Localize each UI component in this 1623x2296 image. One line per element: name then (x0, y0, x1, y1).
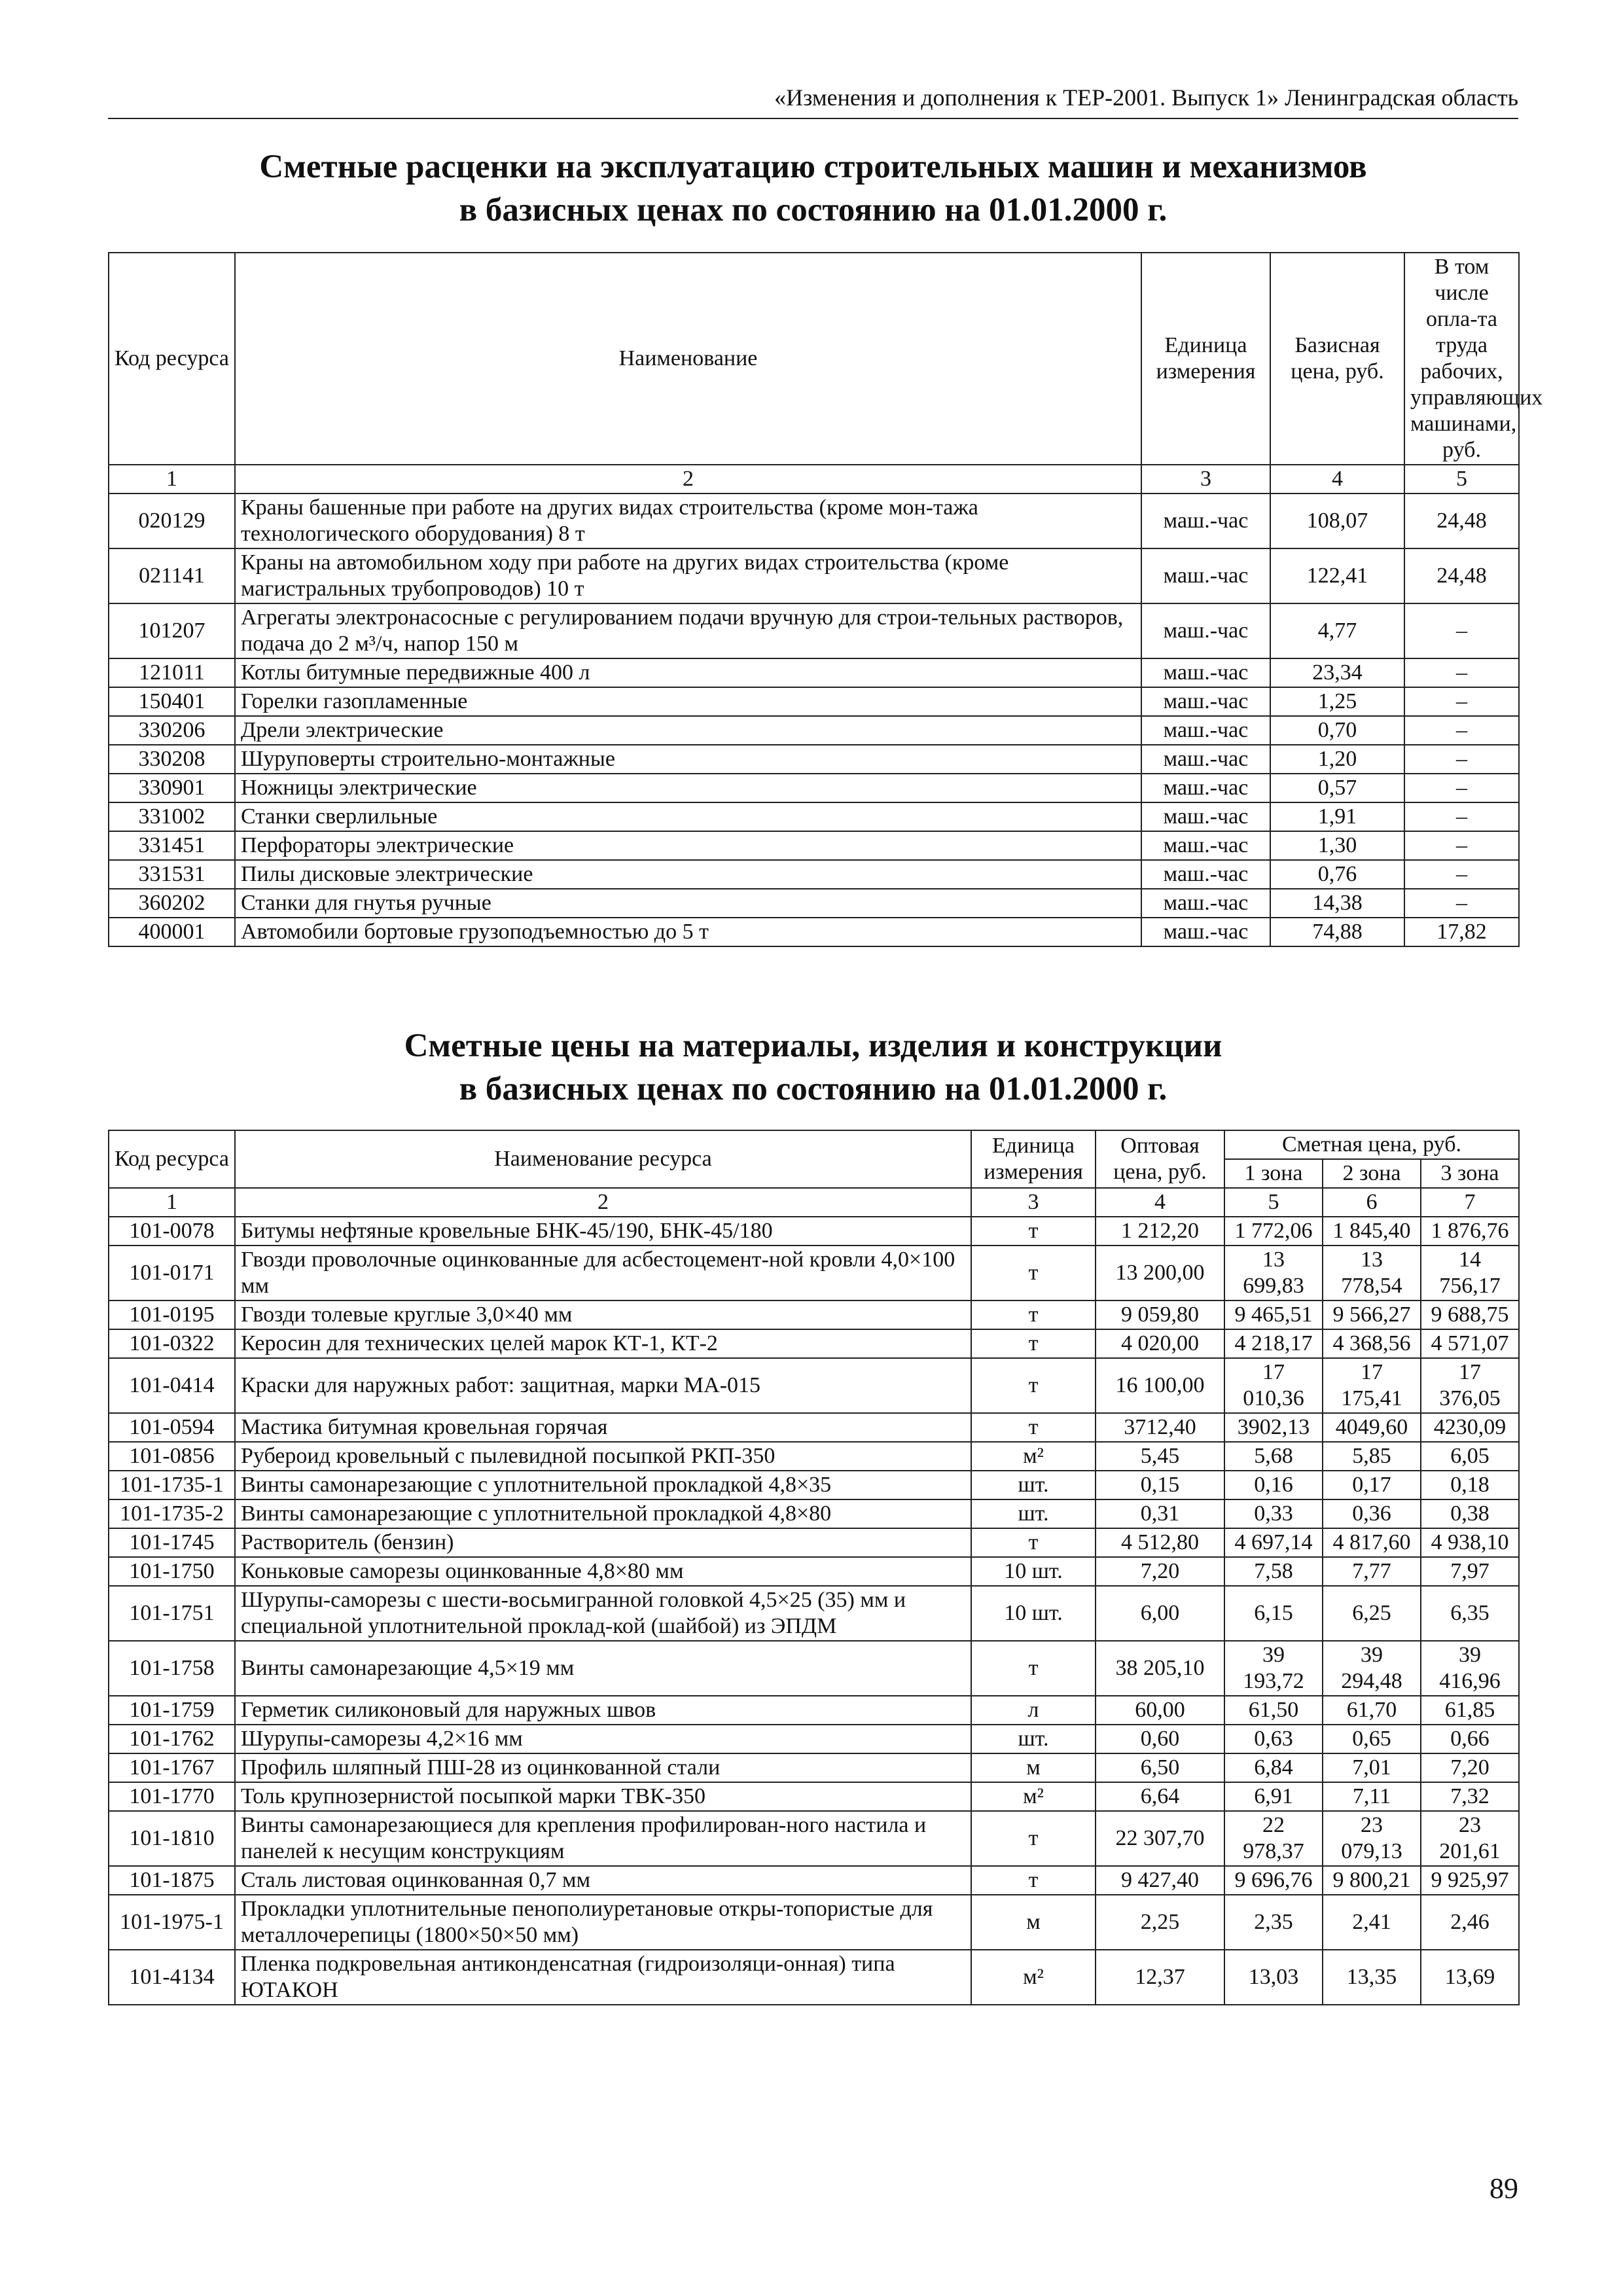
cell-name: Шуруповерты строительно-монтажные (235, 745, 1141, 774)
cell-wage: – (1404, 889, 1519, 918)
table-row (109, 860, 1519, 889)
cell-wholesale: 1 212,20 (1096, 1217, 1224, 1246)
table-row (109, 1725, 1519, 1753)
cell-price: 14,38 (1270, 889, 1404, 918)
cell-unit: т (971, 1358, 1096, 1413)
cell-price: 1,30 (1270, 831, 1404, 860)
cell-z1: 1 772,06 (1224, 1217, 1323, 1246)
cell-wholesale: 0,31 (1096, 1499, 1224, 1528)
table-row (109, 1329, 1519, 1358)
cell-z3: 7,97 (1421, 1557, 1519, 1586)
cell-name: Керосин для технических целей марок КТ-1, КТ-2 (235, 1329, 971, 1358)
section2-title (108, 1024, 1518, 1111)
cell-wholesale: 16 100,00 (1096, 1358, 1224, 1413)
cell-name: Краны башенные при работе на других видах строительства (кроме мон-тажа технологического оборудования) 8 т (235, 493, 1141, 548)
cell-z1: 4 218,17 (1224, 1329, 1323, 1358)
cell-price: 0,57 (1270, 774, 1404, 802)
cell-z1: 22 978,37 (1224, 1811, 1323, 1866)
cell-name: Шурупы-саморезы 4,2×16 мм (235, 1725, 971, 1753)
cell-name: Герметик силиконовый для наружных швов (235, 1696, 971, 1725)
cell-unit: т (971, 1528, 1096, 1557)
cell-name: Котлы битумные передвижные 400 л (235, 658, 1141, 687)
cell-z3: 2,46 (1421, 1895, 1519, 1950)
cell-unit: т (971, 1811, 1096, 1866)
cell-z1: 2,35 (1224, 1895, 1323, 1950)
cell-z3: 9 925,97 (1421, 1866, 1519, 1895)
cell-unit: маш.-час (1141, 860, 1270, 889)
cell-name: Гвозди проволочные оцинкованные для асбестоцемент-ной кровли 4,0×100 мм (235, 1246, 971, 1300)
cell-z2: 7,11 (1323, 1782, 1421, 1811)
cell-z1: 6,84 (1224, 1753, 1323, 1782)
cell-z1: 0,16 (1224, 1471, 1323, 1499)
cell-name: Пилы дисковые электрические (235, 860, 1141, 889)
cell-z1: 61,50 (1224, 1696, 1323, 1725)
cell-wholesale: 6,00 (1096, 1586, 1224, 1641)
table-row (109, 1300, 1519, 1329)
cell-wholesale: 3712,40 (1096, 1413, 1224, 1442)
cell-name: Винты самонарезающиеся для крепления профилирован-ного настила и панелей к несущим конструкциям (235, 1811, 971, 1866)
cell-unit: т (971, 1413, 1096, 1442)
cell-wholesale: 2,25 (1096, 1895, 1224, 1950)
cell-unit: маш.-час (1141, 745, 1270, 774)
table-row (109, 1413, 1519, 1442)
cell-z2: 7,77 (1323, 1557, 1421, 1586)
cell-code: 101-1758 (109, 1641, 235, 1696)
cell-name: Винты самонарезающие 4,5×19 мм (235, 1641, 971, 1696)
machines-table (108, 252, 1543, 947)
cell-code: 121011 (109, 658, 235, 687)
cell-unit: маш.-час (1141, 658, 1270, 687)
cell-z1: 6,15 (1224, 1586, 1323, 1641)
cell-z1: 9 465,51 (1224, 1300, 1323, 1329)
cell-code: 101-0594 (109, 1413, 235, 1442)
cell-unit: шт. (971, 1499, 1096, 1528)
cell-z1: 6,91 (1224, 1782, 1323, 1811)
cell-z1: 0,63 (1224, 1725, 1323, 1753)
cell-z1: 17 010,36 (1224, 1358, 1323, 1413)
cell-z2: 4 817,60 (1323, 1528, 1421, 1557)
table-row (109, 1358, 1519, 1413)
cell-z1: 0,33 (1224, 1499, 1323, 1528)
table-row (109, 493, 1519, 548)
cell-name: Горелки газопламенные (235, 687, 1141, 716)
cell-unit: маш.-час (1141, 603, 1270, 658)
cell-unit: м² (971, 1782, 1096, 1811)
col-number: 4 (1096, 1188, 1224, 1217)
cell-code: 101-1745 (109, 1528, 235, 1557)
cell-unit: т (971, 1300, 1096, 1329)
cell-code: 101-1750 (109, 1557, 235, 1586)
cell-name: Краны на автомобильном ходу при работе на других видах строительства (кроме магистральных трубопроводов) 10 т (235, 548, 1141, 603)
cell-unit: шт. (971, 1471, 1096, 1499)
cell-unit: т (971, 1641, 1096, 1696)
cell-wage: – (1404, 774, 1519, 802)
cell-code: 150401 (109, 687, 235, 716)
table-row (109, 1586, 1519, 1641)
cell-z1: 7,58 (1224, 1557, 1323, 1586)
cell-wholesale: 9 059,80 (1096, 1300, 1224, 1329)
cell-z1: 5,68 (1224, 1442, 1323, 1471)
cell-price: 1,91 (1270, 802, 1404, 831)
col-number: 2 (235, 465, 1141, 493)
cell-z2: 61,70 (1323, 1696, 1421, 1725)
cell-code: 021141 (109, 548, 235, 603)
cell-code: 330206 (109, 716, 235, 745)
header-unit: Единица измерения (1141, 253, 1270, 465)
table-row (109, 687, 1519, 716)
table-row (109, 918, 1519, 946)
cell-wholesale: 0,15 (1096, 1471, 1224, 1499)
header-price: Базисная цена, руб. (1270, 253, 1404, 465)
cell-z1: 13 699,83 (1224, 1246, 1323, 1300)
section2-title-line1: Сметные цены на материалы, изделия и конструкции (404, 1028, 1222, 1064)
header-name: Наименование (235, 253, 1141, 465)
table-row (109, 1696, 1519, 1725)
header-zone2: 2 зона (1323, 1159, 1421, 1188)
section1-title (108, 145, 1518, 232)
cell-unit: т (971, 1866, 1096, 1895)
cell-unit: м (971, 1753, 1096, 1782)
cell-z2: 1 845,40 (1323, 1217, 1421, 1246)
table-row (109, 802, 1519, 831)
cell-wage: – (1404, 716, 1519, 745)
cell-wage: – (1404, 745, 1519, 774)
cell-wholesale: 60,00 (1096, 1696, 1224, 1725)
cell-code: 101-0195 (109, 1300, 235, 1329)
table-row (109, 1641, 1519, 1696)
cell-wholesale: 5,45 (1096, 1442, 1224, 1471)
cell-z3: 61,85 (1421, 1696, 1519, 1725)
header-unit: Единица измерения (971, 1130, 1096, 1188)
col-number: 1 (109, 1188, 235, 1217)
cell-unit: маш.-час (1141, 774, 1270, 802)
materials-table (108, 1130, 1520, 2005)
cell-unit: м² (971, 1442, 1096, 1471)
cell-name: Толь крупнозернистой посыпкой марки ТВК-350 (235, 1782, 971, 1811)
cell-code: 101-0856 (109, 1442, 235, 1471)
col-number: 7 (1421, 1188, 1519, 1217)
cell-unit: маш.-час (1141, 687, 1270, 716)
section1-title-line2: в базисных ценах по состоянию на 01.01.2000 г. (459, 192, 1168, 228)
cell-unit: т (971, 1246, 1096, 1300)
cell-code: 101-1735-1 (109, 1471, 235, 1499)
cell-price: 74,88 (1270, 918, 1404, 946)
cell-code: 330208 (109, 745, 235, 774)
header-wage: В том числе опла-та труда рабочих, управляющих машинами, руб. (1404, 253, 1519, 465)
cell-name: Станки для гнутья ручные (235, 889, 1141, 918)
cell-wholesale: 4 512,80 (1096, 1528, 1224, 1557)
cell-unit: маш.-час (1141, 548, 1270, 603)
cell-code: 101-4134 (109, 1950, 235, 2005)
col-number: 3 (971, 1188, 1096, 1217)
cell-z2: 13,35 (1323, 1950, 1421, 2005)
cell-unit: м² (971, 1950, 1096, 2005)
col-number: 6 (1323, 1188, 1421, 1217)
header-code: Код ресурса (109, 253, 235, 465)
cell-unit: м (971, 1895, 1096, 1950)
cell-code: 360202 (109, 889, 235, 918)
cell-name: Станки сверлильные (235, 802, 1141, 831)
table-row (109, 831, 1519, 860)
cell-price: 108,07 (1270, 493, 1404, 548)
table-row (109, 1895, 1519, 1950)
cell-code: 020129 (109, 493, 235, 548)
cell-name: Автомобили бортовые грузоподъемностью до 5 т (235, 918, 1141, 946)
cell-z3: 0,66 (1421, 1725, 1519, 1753)
cell-z1: 4 697,14 (1224, 1528, 1323, 1557)
cell-z2: 0,65 (1323, 1725, 1421, 1753)
running-header: «Изменения и дополнения к ТЕР-2001. Выпуск 1» Ленинградская область (108, 84, 1518, 119)
cell-unit: 10 шт. (971, 1557, 1096, 1586)
cell-z2: 4 368,56 (1323, 1329, 1421, 1358)
cell-code: 101-0414 (109, 1358, 235, 1413)
cell-z3: 39 416,96 (1421, 1641, 1519, 1696)
cell-code: 101-1735-2 (109, 1499, 235, 1528)
table-row (109, 1753, 1519, 1782)
section2-title-line2: в базисных ценах по состоянию на 01.01.2000 г. (459, 1071, 1168, 1107)
cell-z2: 6,25 (1323, 1586, 1421, 1641)
cell-price: 122,41 (1270, 548, 1404, 603)
cell-price: 1,25 (1270, 687, 1404, 716)
cell-code: 400001 (109, 918, 235, 946)
cell-name: Перфораторы электрические (235, 831, 1141, 860)
cell-unit: шт. (971, 1725, 1096, 1753)
cell-code: 331451 (109, 831, 235, 860)
cell-z2: 0,17 (1323, 1471, 1421, 1499)
col-number: 5 (1224, 1188, 1323, 1217)
cell-wage: – (1404, 860, 1519, 889)
cell-wage: – (1404, 687, 1519, 716)
cell-z2: 23 079,13 (1323, 1811, 1421, 1866)
table-row (109, 1950, 1519, 2005)
cell-code: 101-0078 (109, 1217, 235, 1246)
table-row (109, 1528, 1519, 1557)
cell-z2: 9 566,27 (1323, 1300, 1421, 1329)
cell-z3: 4 571,07 (1421, 1329, 1519, 1358)
cell-wholesale: 6,64 (1096, 1782, 1224, 1811)
cell-unit: 10 шт. (971, 1586, 1096, 1641)
table-row (109, 603, 1519, 658)
cell-z3: 1 876,76 (1421, 1217, 1519, 1246)
cell-name: Шурупы-саморезы с шести-восьмигранной головкой 4,5×25 (35) мм и специальной уплотнительной проклад-кой (шайбой) из ЭПДМ (235, 1586, 971, 1641)
cell-z3: 0,18 (1421, 1471, 1519, 1499)
cell-z3: 6,35 (1421, 1586, 1519, 1641)
cell-z2: 4049,60 (1323, 1413, 1421, 1442)
cell-z2: 9 800,21 (1323, 1866, 1421, 1895)
cell-z3: 9 688,75 (1421, 1300, 1519, 1329)
header-wholesale: Оптовая цена, руб. (1096, 1130, 1224, 1188)
cell-name: Винты самонарезающие с уплотнительной прокладкой 4,8×35 (235, 1471, 971, 1499)
cell-code: 101-1759 (109, 1696, 235, 1725)
cell-z2: 7,01 (1323, 1753, 1421, 1782)
cell-name: Профиль шляпный ПШ-28 из оцинкованной стали (235, 1753, 971, 1782)
cell-wholesale: 13 200,00 (1096, 1246, 1224, 1300)
cell-z2: 17 175,41 (1323, 1358, 1421, 1413)
cell-unit: л (971, 1696, 1096, 1725)
cell-wholesale: 38 205,10 (1096, 1641, 1224, 1696)
cell-code: 101-1751 (109, 1586, 235, 1641)
cell-z3: 14 756,17 (1421, 1246, 1519, 1300)
cell-name: Коньковые саморезы оцинкованные 4,8×80 мм (235, 1557, 971, 1586)
cell-wholesale: 22 307,70 (1096, 1811, 1224, 1866)
cell-code: 101-1975-1 (109, 1895, 235, 1950)
cell-code: 101-0171 (109, 1246, 235, 1300)
cell-unit: маш.-час (1141, 889, 1270, 918)
cell-z3: 7,20 (1421, 1753, 1519, 1782)
table-row (109, 1217, 1519, 1246)
table-row (109, 1442, 1519, 1471)
cell-z1: 3902,13 (1224, 1413, 1323, 1442)
cell-unit: маш.-час (1141, 918, 1270, 946)
cell-name: Пленка подкровельная антиконденсатная (гидроизоляци-онная) типа ЮТАКОН (235, 1950, 971, 2005)
header-name: Наименование ресурса (235, 1130, 971, 1188)
cell-code: 101-0322 (109, 1329, 235, 1358)
cell-code: 331002 (109, 802, 235, 831)
cell-z3: 17 376,05 (1421, 1358, 1519, 1413)
header-zone3: 3 зона (1421, 1159, 1519, 1188)
table-row (109, 1782, 1519, 1811)
cell-wholesale: 7,20 (1096, 1557, 1224, 1586)
header-estimate: Сметная цена, руб. (1224, 1130, 1519, 1159)
cell-name: Растворитель (бензин) (235, 1528, 971, 1557)
cell-wholesale: 0,60 (1096, 1725, 1224, 1753)
cell-price: 1,20 (1270, 745, 1404, 774)
cell-code: 101-1810 (109, 1811, 235, 1866)
cell-code: 330901 (109, 774, 235, 802)
cell-z1: 13,03 (1224, 1950, 1323, 2005)
cell-wage: 17,82 (1404, 918, 1519, 946)
cell-wholesale: 4 020,00 (1096, 1329, 1224, 1358)
table-row (109, 716, 1519, 745)
table-row (109, 1866, 1519, 1895)
cell-z2: 13 778,54 (1323, 1246, 1421, 1300)
col-number: 1 (109, 465, 235, 493)
col-number: 3 (1141, 465, 1270, 493)
cell-wholesale: 12,37 (1096, 1950, 1224, 2005)
cell-z3: 4 938,10 (1421, 1528, 1519, 1557)
cell-wage: 24,48 (1404, 548, 1519, 603)
cell-name: Дрели электрические (235, 716, 1141, 745)
cell-name: Битумы нефтяные кровельные БНК-45/190, БНК-45/180 (235, 1217, 971, 1246)
cell-z2: 2,41 (1323, 1895, 1421, 1950)
cell-code: 101207 (109, 603, 235, 658)
table-row (109, 1246, 1519, 1300)
cell-price: 4,77 (1270, 603, 1404, 658)
cell-name: Мастика битумная кровельная горячая (235, 1413, 971, 1442)
cell-price: 23,34 (1270, 658, 1404, 687)
cell-z3: 23 201,61 (1421, 1811, 1519, 1866)
cell-unit: маш.-час (1141, 831, 1270, 860)
cell-name: Сталь листовая оцинкованная 0,7 мм (235, 1866, 971, 1895)
table-row (109, 1557, 1519, 1586)
col-number: 4 (1270, 465, 1404, 493)
cell-unit: т (971, 1217, 1096, 1246)
cell-name: Ножницы электрические (235, 774, 1141, 802)
cell-z3: 7,32 (1421, 1782, 1519, 1811)
cell-name: Винты самонарезающие с уплотнительной прокладкой 4,8×80 (235, 1499, 971, 1528)
col-number: 5 (1404, 465, 1519, 493)
cell-z3: 6,05 (1421, 1442, 1519, 1471)
cell-price: 0,70 (1270, 716, 1404, 745)
cell-z3: 0,38 (1421, 1499, 1519, 1528)
section1-title-line1: Сметные расценки на эксплуатацию строительных машин и механизмов (259, 149, 1367, 185)
cell-price: 0,76 (1270, 860, 1404, 889)
header-zone1: 1 зона (1224, 1159, 1323, 1188)
cell-wage: – (1404, 658, 1519, 687)
cell-z1: 9 696,76 (1224, 1866, 1323, 1895)
cell-wholesale: 9 427,40 (1096, 1866, 1224, 1895)
cell-z3: 13,69 (1421, 1950, 1519, 2005)
cell-code: 101-1770 (109, 1782, 235, 1811)
cell-wholesale: 6,50 (1096, 1753, 1224, 1782)
col-number: 2 (235, 1188, 971, 1217)
cell-wage: – (1404, 603, 1519, 658)
table-row (109, 1471, 1519, 1499)
cell-code: 101-1767 (109, 1753, 235, 1782)
cell-z1: 39 193,72 (1224, 1641, 1323, 1696)
cell-name: Гвозди толевые круглые 3,0×40 мм (235, 1300, 971, 1329)
table-row (109, 1499, 1519, 1528)
cell-unit: маш.-час (1141, 716, 1270, 745)
cell-z2: 0,36 (1323, 1499, 1421, 1528)
cell-name: Рубероид кровельный с пылевидной посыпкой РКП-350 (235, 1442, 971, 1471)
cell-unit: маш.-час (1141, 802, 1270, 831)
table-row (109, 1811, 1519, 1866)
cell-code: 101-1875 (109, 1866, 235, 1895)
cell-code: 331531 (109, 860, 235, 889)
page-number: 89 (1489, 2172, 1518, 2204)
cell-wage: – (1404, 802, 1519, 831)
cell-wage: 24,48 (1404, 493, 1519, 548)
cell-name: Краски для наружных работ: защитная, марки МА-015 (235, 1358, 971, 1413)
cell-name: Агрегаты электронасосные с регулированием подачи вручную для строи-тельных растворов, подача до 2 м³/ч, напор 150 м (235, 603, 1141, 658)
table-row (109, 548, 1519, 603)
cell-z2: 39 294,48 (1323, 1641, 1421, 1696)
cell-code: 101-1762 (109, 1725, 235, 1753)
table-row (109, 745, 1519, 774)
cell-name: Прокладки уплотнительные пенополиуретановые откры-топористые для металлочерепицы (1800×50×50 мм) (235, 1895, 971, 1950)
cell-wage: – (1404, 831, 1519, 860)
header-code: Код ресурса (109, 1130, 235, 1188)
table-row (109, 889, 1519, 918)
table-row (109, 774, 1519, 802)
cell-z2: 5,85 (1323, 1442, 1421, 1471)
table-row (109, 658, 1519, 687)
cell-unit: маш.-час (1141, 493, 1270, 548)
cell-unit: т (971, 1329, 1096, 1358)
cell-z3: 4230,09 (1421, 1413, 1519, 1442)
